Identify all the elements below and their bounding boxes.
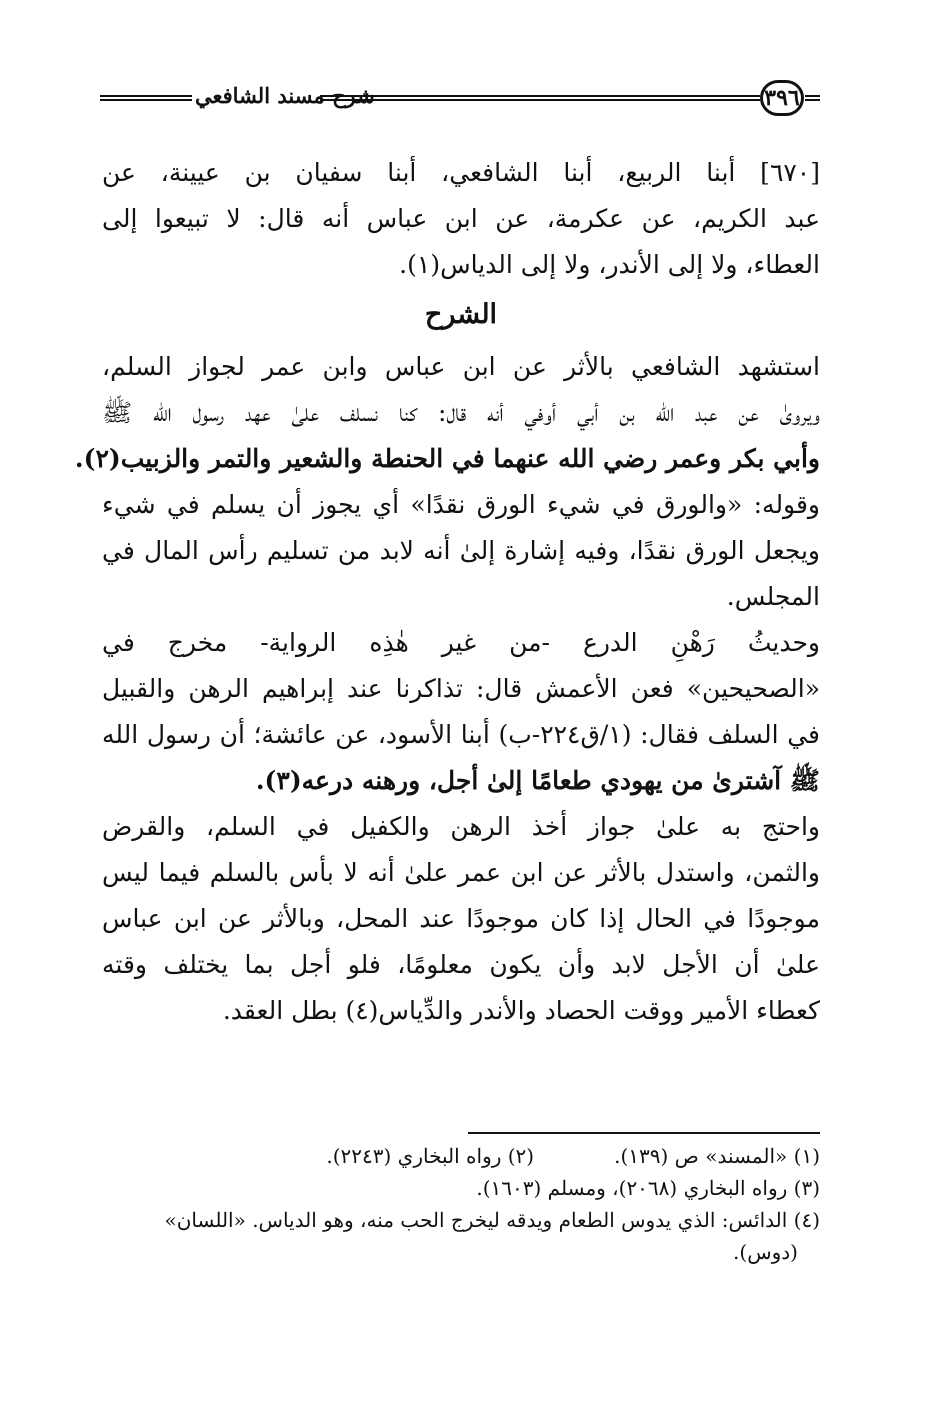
hadith-line-1: [٦٧٠] أبنا الربيع، أبنا الشافعي، أبنا سفيان بن عيينة، عن: [102, 158, 820, 187]
para4-line-2: والثمن، واستدل بالأثر عن ابن عمر علىٰ أنه لا بأس بالسلم فيما ليس: [102, 858, 820, 887]
para3-line-2: «الصحيحين» فعن الأعمش قال: تذاكرنا عند إبراهيم الرهن والقبيل: [102, 674, 820, 703]
footnotes: [102, 1140, 820, 1268]
para4-line-5: كعطاء الأمير ووقت الحصاد والأندر والدِّياس(٤) بطل العقد.: [222, 996, 820, 1025]
footnote-1: (١) «المسند» ص (١٣٩).: [614, 1144, 820, 1168]
para4-line-3: موجودًا في الحال إذا كان موجودًا عند المحل، وبالأثر عن ابن عباس: [102, 904, 820, 933]
para3-line-4: ﷺ آشترىٰ من يهودي طعامًا إلىٰ أجل، ورهنه درعه(٣).: [255, 766, 820, 795]
para4-line-1: واحتج به علىٰ جواز أخذ الرهن والكفيل في السلم، والقرض: [102, 812, 820, 841]
para2-line-2: ويجعل الورق نقدًا، وفيه إشارة إلىٰ أنه لابد من تسليم رأس المال في: [102, 536, 820, 565]
para4-line-4: علىٰ أن الأجل لابد وأن يكون معلومًا، فلو أجل بما يختلف وقته: [102, 950, 820, 979]
header-rule-left: [100, 95, 192, 101]
commentary-paragraph-2: [102, 482, 820, 620]
footnote-4-line-2: (دوس).: [733, 1240, 798, 1264]
hadith-line-2: عبد الكريم، عن عكرمة، عن ابن عباس أنه قال: لا تبيعوا إلى: [102, 204, 820, 233]
header-rule-right: [805, 95, 820, 101]
commentary-paragraph-4: [102, 804, 820, 1034]
page-number: ٣٩٦: [760, 80, 804, 116]
para3-line-3: في السلف فقال: (١/ق٢٢٤-ب) أبنا الأسود، عن عائشة؛ أن رسول الله: [102, 720, 820, 749]
header-rule-middle: [320, 95, 760, 101]
page-header: [100, 80, 820, 124]
running-title: شرح مسند الشافعي: [195, 83, 375, 108]
commentary-paragraph-1: [74, 344, 820, 482]
para1-line-1: استشهد الشافعي بالأثر عن ابن عباس وابن عمر لجواز السلم،: [102, 352, 820, 381]
footnote-row-1: [102, 1140, 820, 1172]
para1-line-3: وأبي بكر وعمر رضي الله عنهما في الحنطة والشعير والتمر والزبيب(٢).: [74, 444, 820, 473]
section-heading: الشرح: [424, 299, 498, 330]
footnote-2: (٢) رواه البخاري (٢٢٤٣).: [326, 1144, 535, 1168]
para3-line-1: وحديثُ رَهْنِ الدرع -من غير هٰذِه الرواية- مخرج في: [102, 628, 820, 657]
footnote-separator: [468, 1132, 820, 1134]
para2-line-1: وقوله: «والورق في شيء الورق نقدًا» أي يجوز أن يسلم في شيء: [102, 490, 820, 519]
hadith-text: [102, 150, 820, 288]
para1-line-2: ويروىٰ عن عبد الله بن أبي أوفي أنه قال: كنا نسلف علىٰ عهد رسول الله ﷺ: [102, 398, 820, 427]
commentary-paragraph-3: [102, 620, 820, 804]
para2-line-3: المجلس.: [726, 582, 820, 611]
page-body: [74, 150, 820, 1034]
hadith-line-3: العطاء، ولا إلى الأندر، ولا إلى الدياس(١).: [399, 250, 820, 279]
footnote-4-line-1: (٤) الدائس: الذي يدوس الطعام ويدقه ليخرج الحب منه، وهو الدياس. «اللسان»: [164, 1208, 820, 1232]
footnote-3: (٣) رواه البخاري (٢٠٦٨)، ومسلم (١٦٠٣).: [476, 1176, 820, 1200]
